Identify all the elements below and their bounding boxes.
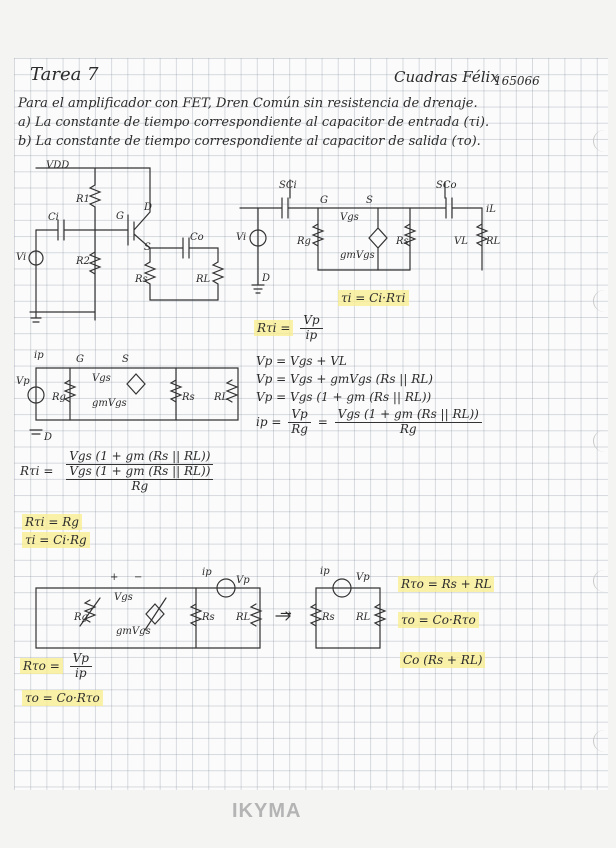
- eq-rtaui-def: [254, 314, 326, 343]
- label-s3: S: [122, 354, 129, 365]
- label-rl3: RL: [214, 392, 229, 403]
- eq-rtaui-big-den: [60, 465, 219, 494]
- label-gmvgs3: gmVgs: [92, 398, 127, 409]
- eq-rtaui-inner-frac: [66, 465, 213, 494]
- label-minus: −: [134, 572, 143, 583]
- arrow-icon: →: [280, 606, 292, 622]
- label-rl: RL: [196, 274, 211, 285]
- label-rs4: Rs: [202, 612, 215, 623]
- eq-taui-final: τi = Ci·Rg: [22, 532, 90, 548]
- eq-tauo-final: Co (Rs + RL): [400, 652, 485, 668]
- label-vi: Vi: [16, 252, 27, 263]
- label-rl5: RL: [356, 612, 371, 623]
- label-g2: G: [320, 195, 328, 206]
- label-gate: G: [116, 211, 124, 222]
- eq-rtaui-lhs: Rτi =: [254, 320, 293, 336]
- eq-rtaui-inner-num: Vgs (1 + gm (Rs || RL)): [66, 465, 213, 480]
- label-s2: S: [366, 195, 373, 206]
- eq-rtauo-num: Vp: [70, 652, 92, 667]
- eq-ip-rhs-num: Vgs (1 + gm (Rs || RL)): [335, 408, 482, 423]
- eq-rtaui-big-lhs: Rτi =: [20, 464, 54, 479]
- watermark: IKYMA: [232, 800, 302, 822]
- eq-ip-mid: [288, 408, 311, 437]
- label-vgs4: Vgs: [114, 592, 133, 603]
- label-rg4: Rg: [74, 612, 88, 623]
- label-rs5: Rs: [322, 612, 335, 623]
- eq-rtauo: [20, 652, 95, 681]
- eq-rtaui-inner-den: Rg: [131, 478, 149, 493]
- eq-vp-line1: Vp = Vgs + VL: [256, 354, 347, 368]
- label-co: Co: [190, 232, 204, 243]
- label-sci: SCi: [279, 180, 297, 191]
- label-rg3: Rg: [52, 392, 66, 403]
- label-rg2: Rg: [297, 236, 311, 247]
- eq-rtauo-den: ip: [75, 665, 87, 680]
- label-vdd: VDD: [46, 160, 70, 171]
- label-drain: D: [144, 202, 153, 213]
- eq-rtaui-den: ip: [305, 327, 318, 342]
- eq-rtauo-series: Rτo = Rs + RL: [398, 576, 494, 592]
- original-amplifier-circuit: [29, 168, 223, 322]
- label-rl2: RL: [486, 236, 501, 247]
- label-gmvgs2: gmVgs: [340, 250, 375, 261]
- problem-part-a: a) La constante de tiempo correspondiente al capacitor de entrada (τi).: [18, 115, 490, 130]
- label-d3: D: [44, 432, 53, 443]
- eq-rtaui-result: Rτi = Rg: [22, 514, 82, 530]
- author-name: Cuadras Félix: [394, 68, 499, 86]
- eq-ip-rhs-den: Rg: [399, 421, 417, 436]
- label-vgs2: Vgs: [340, 212, 359, 223]
- eq-ip-mid-den: Rg: [291, 421, 308, 436]
- eq-ip-lhs: ip =: [256, 414, 282, 429]
- eq-tauo-def: τo = Co·Rτo: [398, 612, 479, 628]
- label-vi2: Vi: [236, 232, 247, 243]
- eq-ip-mid-num: Vp: [288, 408, 310, 423]
- label-g3: G: [76, 354, 84, 365]
- eq-ip-rhs: [335, 408, 482, 437]
- eq-taui-result: τi = Ci·Rτi: [338, 290, 409, 306]
- label-vp5: Vp: [356, 572, 370, 583]
- eq-rtaui-big-frac: [60, 450, 219, 493]
- student-id: 165066: [494, 74, 540, 88]
- label-rs2: Rs: [396, 236, 409, 247]
- label-ip5: ip: [320, 566, 330, 577]
- label-vl: VL: [454, 236, 468, 247]
- label-gmvgs4: gmVgs: [116, 626, 151, 637]
- eq-ip: [256, 408, 485, 437]
- eq-vp-line3: Vp = Vgs (1 + gm (Rs || RL)): [256, 390, 432, 404]
- label-sco: SCo: [436, 180, 457, 191]
- label-vp3: Vp: [16, 376, 30, 387]
- eq-rtaui-num: Vp: [300, 314, 322, 329]
- label-source: S: [144, 242, 151, 253]
- eq-vp-line2: Vp = Vgs + gmVgs (Rs || RL): [256, 372, 433, 386]
- label-d2: D: [262, 273, 271, 284]
- input-small-signal-circuit: [240, 180, 487, 293]
- eq-rtauo-lhs: Rτo =: [20, 658, 63, 674]
- label-vp4: Vp: [236, 575, 250, 586]
- label-ip3: ip: [34, 350, 44, 361]
- label-plus: +: [110, 572, 119, 583]
- label-rl4: RL: [236, 612, 251, 623]
- eq-ip-eq: =: [317, 414, 328, 429]
- eq-rtaui-frac: [300, 314, 322, 343]
- label-ci: Ci: [48, 212, 59, 223]
- eq-rtaui-big: [20, 450, 222, 493]
- eq-rtaui-big-num: Vgs (1 + gm (Rs || RL)): [66, 450, 213, 465]
- eq-rtauo-frac: [70, 652, 92, 681]
- eq-tauo-final-left: τo = Co·Rτo: [22, 690, 103, 706]
- label-rs: Rs: [135, 274, 148, 285]
- label-r1: R1: [76, 194, 90, 205]
- label-vgs3: Vgs: [92, 373, 111, 384]
- label-il: iL: [486, 204, 496, 215]
- page-title: Tarea 7: [30, 64, 99, 85]
- label-r2: R2: [76, 256, 90, 267]
- label-ip4: ip: [202, 567, 212, 578]
- problem-part-b: b) La constante de tiempo correspondiente al capacitor de salida (τo).: [18, 134, 481, 149]
- label-rs3: Rs: [182, 392, 195, 403]
- problem-statement: Para el amplificador con FET, Dren Común sin resistencia de drenaje.: [18, 96, 478, 111]
